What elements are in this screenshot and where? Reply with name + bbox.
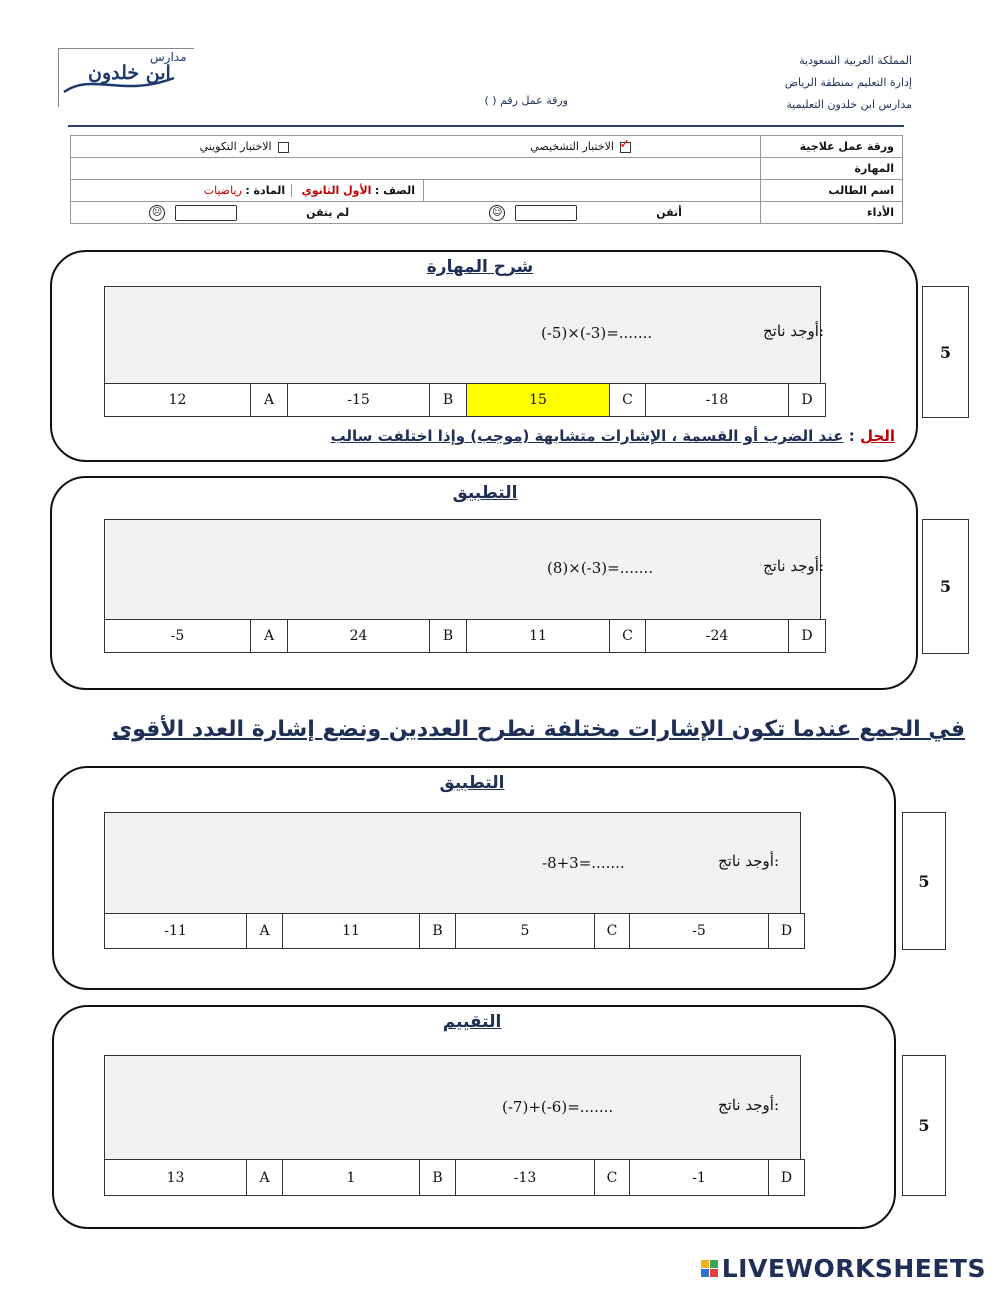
question-expression: (8)×(-3)=....... <box>547 559 654 577</box>
liveworksheets-brand <box>701 1254 986 1283</box>
option-letter: B <box>430 620 467 652</box>
option-letter: D <box>801 628 813 644</box>
option-letter: B <box>430 384 467 416</box>
student-name-field[interactable] <box>424 180 761 202</box>
liveworksheets-logo-icon <box>701 1260 718 1277</box>
question-number: 5 <box>922 286 969 418</box>
option-letter: A <box>251 620 288 652</box>
frown-icon: ☹ <box>149 205 165 221</box>
question-area <box>104 286 821 385</box>
grade-label: الصف : <box>374 184 415 197</box>
sheet-number: ورقة عمل رقم ( ) <box>484 94 568 107</box>
school-logo: ابن خلدون <box>88 62 171 84</box>
option-letter: C <box>610 620 646 652</box>
option-value[interactable]: 13 <box>105 1160 247 1195</box>
skill-label: المهارة <box>761 158 903 180</box>
option-letter: B <box>420 1160 456 1195</box>
smile-icon: ☺ <box>489 205 505 221</box>
country-line: المملكة العربية السعودية <box>799 54 912 67</box>
solution-separator: : <box>848 427 855 445</box>
question-expression: (-5)×(-3)=....... <box>541 324 653 342</box>
answer-options <box>104 619 826 653</box>
option-value[interactable]: -13 <box>456 1160 595 1195</box>
option-value[interactable]: -15 <box>288 384 430 416</box>
option-letter: B <box>420 914 456 948</box>
question-prompt: أوجد ناتج: <box>718 1096 779 1114</box>
option-letter: D <box>801 392 813 408</box>
section-title: التقييم <box>442 1012 502 1032</box>
option-value[interactable]: -5 <box>630 914 769 948</box>
not-mastered-option <box>149 205 349 221</box>
mastered-label: أتقن <box>656 205 682 219</box>
info-table <box>70 135 903 224</box>
option-letter: D <box>780 923 793 939</box>
performance-label: الأداء <box>761 202 903 224</box>
answer-options <box>104 383 826 417</box>
header-divider <box>68 125 904 127</box>
section-title: شرح المهارة <box>426 257 534 277</box>
subject-label: المادة : <box>245 184 286 197</box>
option-value[interactable]: 11 <box>467 620 610 652</box>
directorate-line: إدارة التعليم بمنطقة الرياض <box>784 76 912 89</box>
solution-label: الحل <box>860 427 895 445</box>
answer-options <box>104 913 805 949</box>
option-value-correct[interactable]: 15 <box>467 384 610 416</box>
option-value[interactable]: 12 <box>105 384 251 416</box>
worksheet-type-label: ورقة عمل علاجية <box>761 136 903 158</box>
mastered-box[interactable] <box>515 205 577 221</box>
question-number: 5 <box>922 519 969 654</box>
not-mastered-box[interactable] <box>175 205 237 221</box>
section-title: التطبيق <box>452 483 518 503</box>
skill-field[interactable] <box>71 158 761 180</box>
option-value[interactable]: 5 <box>456 914 595 948</box>
question-prompt: أوجد ناتج: <box>718 852 779 870</box>
question-prompt: أوجد ناتج: <box>763 322 824 340</box>
formative-option[interactable] <box>200 140 289 153</box>
question-prompt: أوجد ناتج: <box>763 557 824 575</box>
school-header <box>785 50 912 116</box>
formative-label: الاختبار التكويني <box>199 140 272 153</box>
option-letter: A <box>247 914 283 948</box>
question-area <box>104 519 821 621</box>
mastered-option <box>489 205 682 221</box>
checkbox-checked-icon[interactable]: ✓ <box>619 136 631 152</box>
option-value[interactable]: -18 <box>646 384 789 416</box>
question-number: 5 <box>902 1055 946 1196</box>
option-letter: C <box>610 384 646 416</box>
logo-swoosh-icon <box>62 66 182 102</box>
option-value[interactable]: -24 <box>646 620 789 652</box>
grade-value: الأول الثانوي <box>301 184 372 197</box>
option-value[interactable]: 11 <box>283 914 420 948</box>
question-area <box>104 1055 801 1161</box>
student-name-label: اسم الطالب <box>761 180 903 202</box>
option-letter: C <box>595 1160 630 1195</box>
option-letter: D <box>780 1169 793 1186</box>
option-value[interactable]: 24 <box>288 620 430 652</box>
question-expression: -8+3=....... <box>542 854 625 872</box>
option-letter: C <box>595 914 630 948</box>
question-area <box>104 812 801 915</box>
question-expression: (-7)+(-6)=....... <box>502 1098 614 1116</box>
not-mastered-label: لم يتقن <box>306 205 350 219</box>
section-title: التطبيق <box>439 773 505 793</box>
option-value[interactable]: 1 <box>283 1160 420 1195</box>
addition-rule-heading: في الجمع عندما تكون الإشارات مختلفة نطرح العددين ونضع إشارة العدد الأقوى <box>111 717 965 742</box>
answer-options <box>104 1159 805 1196</box>
diagnostic-option[interactable] <box>530 136 631 153</box>
brand-name: LIVEWORKSHEETS <box>721 1254 986 1283</box>
option-value[interactable]: -11 <box>105 914 247 948</box>
checkbox-icon[interactable] <box>278 142 289 153</box>
logo-small-text: مدارس <box>150 50 187 64</box>
option-letter: A <box>247 1160 283 1195</box>
option-value[interactable]: -5 <box>105 620 251 652</box>
option-value[interactable]: -1 <box>630 1160 769 1195</box>
solution <box>140 427 895 445</box>
solution-text: عند الضرب أو القسمة ، الإشارات متشابهة (موجب) وإذا اختلفت سالب <box>330 427 844 445</box>
option-letter: A <box>251 384 288 416</box>
question-number: 5 <box>902 812 946 950</box>
subject-value: رياضيات <box>203 184 242 197</box>
diagnostic-label: الاختبار التشخيصي <box>530 140 614 153</box>
school-line: مدارس ابن خلدون التعليمية <box>786 98 912 111</box>
